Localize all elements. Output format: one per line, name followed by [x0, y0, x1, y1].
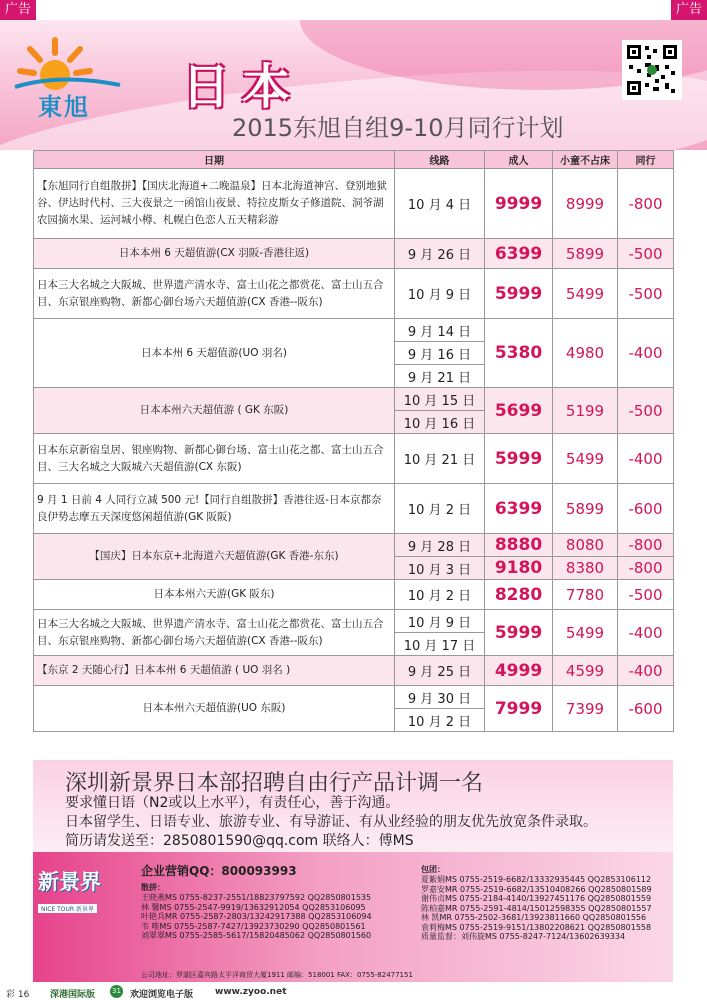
table-row: [34, 534, 674, 557]
table-row: [34, 656, 674, 686]
child-no-bed-price: 5199: [553, 388, 618, 434]
adult-price: 4999: [485, 656, 553, 686]
departure-date: 10 月 17 日: [395, 633, 485, 656]
route-description: 日本本州六天超值游(UO 东阪): [34, 686, 395, 732]
adult-price: 8280: [485, 580, 553, 610]
brand-name: 新景界: [38, 870, 101, 894]
child-no-bed-price: 5499: [553, 269, 618, 319]
route-description: 日本本州 6 天超值游(UO 羽名): [34, 319, 395, 388]
trade-discount: -800: [618, 169, 674, 239]
departure-date: 10 月 15 日: [395, 388, 485, 411]
child-no-bed-price: 8999: [553, 169, 618, 239]
route-description: 日本三大名城之大阪城、世界遗产清水寺、富士山花之都赏花、富士山五合目、东京银座购物、新都心御台场六天超值游(CX 香港--阪东): [34, 610, 395, 656]
contact-line: 陈柏嘉MR 0755-2591-4814/15012598355 QQ2850801557: [421, 903, 652, 913]
departure-date: 9 月 30 日: [395, 686, 485, 709]
sanpin-contacts: [141, 893, 372, 941]
child-no-bed-price: 7399: [553, 686, 618, 732]
contact-line: 叶艳兵MR 0755-2587-2803/13242917388 QQ2853106094: [141, 912, 372, 921]
contact-line: 王晓燕MS 0755-8237-2551/18823797592 QQ2850801535: [141, 893, 372, 902]
departure-date: 10 月 9 日: [395, 269, 485, 319]
child-no-bed-price: 4980: [553, 319, 618, 388]
table-row: [34, 580, 674, 610]
issue-badge: 31: [110, 985, 123, 998]
adult-price: 5999: [485, 434, 553, 484]
contact-line: 夏紫娟MS 0755-2519-6682/13332935445 QQ2853106112: [421, 875, 652, 884]
contact-line: 刘翠翠MS 0755-2585-5617/15820485062 QQ2850801560: [141, 931, 372, 940]
table-row: [34, 319, 674, 342]
departure-date: 9 月 28 日: [395, 534, 485, 557]
trade-discount: -600: [618, 686, 674, 732]
sanpin-label: 散拼：: [141, 883, 165, 892]
col-header-child: 小童不占床: [553, 151, 618, 169]
departure-date: 9 月 16 日: [395, 342, 485, 365]
child-no-bed-price: 4599: [553, 656, 618, 686]
paper-name: 深港国际版: [50, 990, 96, 1000]
company-contact-band: [33, 852, 673, 982]
ad-label-left: 广告: [0, 0, 36, 20]
route-description: 日本本州 6 天超值游(CX 羽阪-香港往返): [34, 239, 395, 269]
contact-line: 谢伟贞MS 0755-2184-4140/13927451176 QQ2850801559: [421, 894, 652, 903]
adult-price: 8880: [485, 534, 553, 557]
departure-date: 9 月 26 日: [395, 239, 485, 269]
child-no-bed-price: 5499: [553, 434, 618, 484]
route-description: 日本东京新宿皇居、银座购物、新都心御台场、富士山花之都、富士山五合目、三大名城之大阪城六天超值游(CX 东阪): [34, 434, 395, 484]
trade-discount: -800: [618, 557, 674, 580]
table-header-row: [34, 151, 674, 169]
adult-price: 5999: [485, 610, 553, 656]
col-header-trade: 同行: [618, 151, 674, 169]
departure-date: 10 月 21 日: [395, 434, 485, 484]
route-description: 【东京 2 天随心行】日本本州 6 天超值游 ( UO 羽名 ): [34, 656, 395, 686]
route-description: 日本本州六天游(GK 阪东): [34, 580, 395, 610]
route-description: 日本三大名城之大阪城、世界遗产清水寺、富士山花之都赏花、富士山五合目、东京银座购物、新都心御台场六天超值游(CX 香港--阪东): [34, 269, 395, 319]
child-no-bed-price: 8380: [553, 557, 618, 580]
page-footer: [0, 985, 707, 1000]
logo-text: 東旭: [38, 93, 90, 121]
adult-price: 5999: [485, 269, 553, 319]
nice-tour-logo: [38, 866, 123, 936]
enterprise-qq: 企业营销QQ：800093993: [141, 864, 297, 878]
tour-price-table: [33, 150, 674, 732]
adult-price: 5380: [485, 319, 553, 388]
brand-subtitle: NICE TOUR 新景界: [38, 904, 97, 913]
departure-date: 10 月 2 日: [395, 484, 485, 534]
adult-price: 9999: [485, 169, 553, 239]
page-title: 日本: [182, 59, 303, 115]
contact-line: 林 凯MR 0755-2502-3681/13923811660 QQ2850801556: [421, 913, 647, 922]
departure-date: 10 月 3 日: [395, 557, 485, 580]
contact-line: 林 馨MS 0755-2547-9919/13632912054 QQ2853106095: [141, 902, 366, 912]
col-header-adult: 成人: [485, 151, 553, 169]
route-description: 【国庆】日本东京+北海道六天超值游(GK 香港-东东): [34, 534, 395, 580]
trade-discount: -500: [618, 269, 674, 319]
adult-price: 6399: [485, 239, 553, 269]
contact-line: 质量监督：刘伟旋MS 0755-8247-7124/13602639334: [421, 932, 626, 941]
dongxu-logo: [10, 35, 125, 120]
baotuan-label: 包团：: [421, 865, 445, 874]
adult-price: 5699: [485, 388, 553, 434]
trade-discount: -500: [618, 388, 674, 434]
contact-line: 袁莉梅MS 0755-2519-9151/13802208621 QQ2850801558: [421, 922, 652, 932]
departure-date: 10 月 4 日: [395, 169, 485, 239]
col-header-route: 线路: [395, 151, 485, 169]
trade-discount: -400: [618, 656, 674, 686]
recruitment-notice: [33, 760, 673, 852]
table-row: [34, 388, 674, 411]
departure-date: 10 月 9 日: [395, 610, 485, 633]
col-header-date: 日期: [34, 151, 395, 169]
table-row: [34, 269, 674, 319]
page-subtitle: 2015东旭自组9-10月同行计划: [232, 114, 564, 142]
contact-line: 罗嘉安MR 0755-2519-6682/13510408266 QQ2850801589: [421, 884, 652, 894]
table-row: [34, 484, 674, 534]
adult-price: 9180: [485, 557, 553, 580]
route-description: 9 月 1 日前 4 人同行立减 500 元!【同行自组散拼】香港往返-日本京都奈良伊势志摩五天深度悠闲超值游(GK 阪阪): [34, 484, 395, 534]
departure-date: 9 月 14 日: [395, 319, 485, 342]
trade-discount: -500: [618, 239, 674, 269]
child-no-bed-price: 8080: [553, 534, 618, 557]
trade-discount: -400: [618, 610, 674, 656]
recruitment-contact: 简历请发送至：2850801590@qq.com 联络人：傅MS: [65, 833, 414, 849]
trade-discount: -400: [618, 434, 674, 484]
table-row: [34, 434, 674, 484]
adult-price: 7999: [485, 686, 553, 732]
departure-date: 9 月 25 日: [395, 656, 485, 686]
footer-slogan: 欢迎浏览电子版: [130, 990, 194, 1000]
child-no-bed-price: 7780: [553, 580, 618, 610]
child-no-bed-price: 5899: [553, 484, 618, 534]
departure-date: 10 月 2 日: [395, 709, 485, 732]
table-row: [34, 610, 674, 633]
child-no-bed-price: 5499: [553, 610, 618, 656]
departure-date: 10 月 16 日: [395, 411, 485, 434]
trade-discount: -500: [618, 580, 674, 610]
route-description: 【东旭同行自组散拼】【国庆北海道+二晚温泉】日本北海道神宫、登别地狱谷、伊达时代村、三大夜景之一函馆山夜景、特拉皮斯女子修道院、洞爷湖农园摘水果、运河城小樽、札幌白色恋人五天精彩游: [34, 169, 395, 239]
header-banner: [0, 20, 707, 150]
trade-discount: -600: [618, 484, 674, 534]
qr-code-icon: [622, 40, 682, 100]
adult-price: 6399: [485, 484, 553, 534]
contact-line: 韦 唯MS 0755-2587-7427/13923730290 QQ2850801561: [141, 921, 366, 931]
company-address: 公司地址：罗湖区嘉宾路太平洋商贸大厦1911 邮编：518001 FAX：0755-82477151: [141, 971, 413, 979]
recruitment-requirement: 要求懂日语（N2或以上水平），有责任心，善于沟通。: [65, 795, 400, 811]
route-description: 日本本州六天超值游 ( GK 东阪): [34, 388, 395, 434]
page-number: 彩 16: [6, 990, 30, 1000]
recruitment-title: 深圳新景界日本部招聘自由行产品计调一名: [65, 771, 484, 796]
ad-label-right: 广告: [671, 0, 707, 20]
table-row: [34, 239, 674, 269]
baotuan-contacts: [421, 875, 652, 942]
trade-discount: -400: [618, 319, 674, 388]
trade-discount: -800: [618, 534, 674, 557]
recruitment-preference: 日本留学生、日语专业、旅游专业、有导游证、有从业经验的朋友优先放宽条件录取。: [65, 814, 597, 830]
departure-date: 9 月 21 日: [395, 365, 485, 388]
sun-logo-icon: [10, 35, 125, 95]
table-row: [34, 686, 674, 709]
departure-date: 10 月 2 日: [395, 580, 485, 610]
table-row: [34, 169, 674, 239]
footer-website: www.zyoo.net: [215, 987, 287, 997]
child-no-bed-price: 5899: [553, 239, 618, 269]
